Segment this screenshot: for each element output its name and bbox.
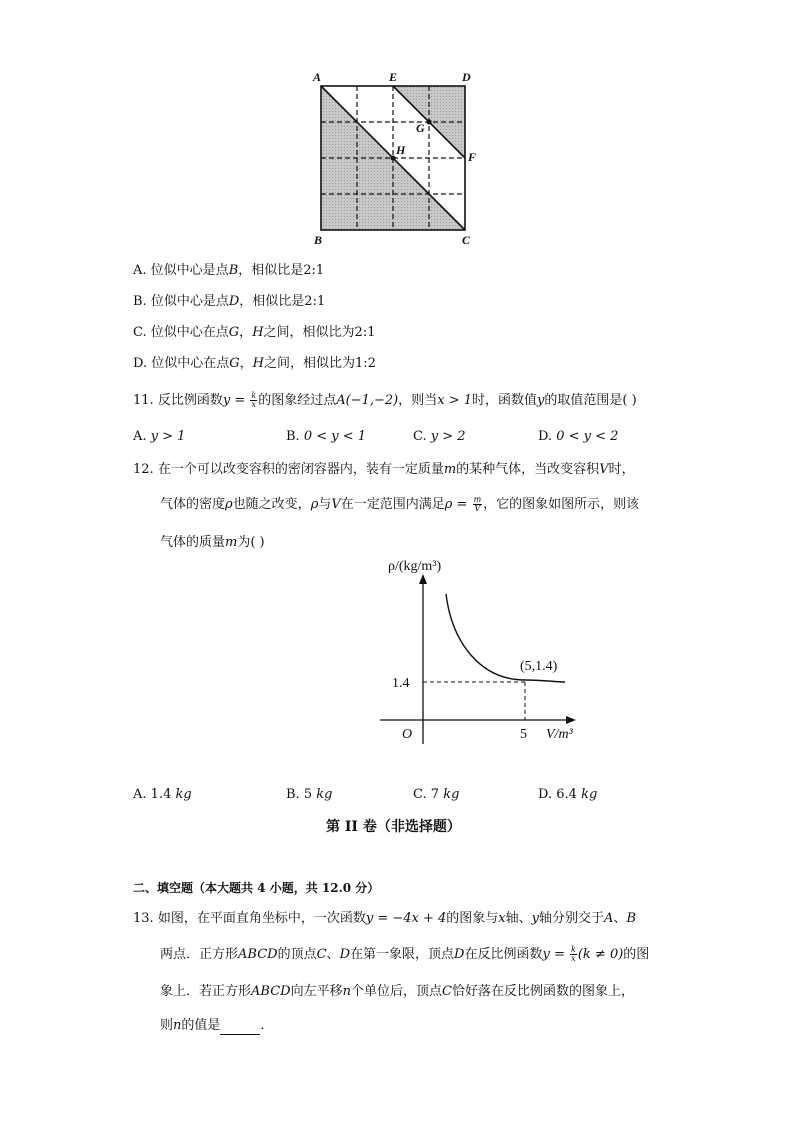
label-e: E xyxy=(389,70,398,84)
point-label: (5,1.4) xyxy=(520,659,558,674)
q13-line-1: 13. 如图，在平面直角坐标中，一次函数y = −4x + 4的图象与x轴、y轴分别交于A、B xyxy=(133,911,636,926)
figure-grid-square xyxy=(305,66,485,251)
q12-line-3: 气体的质量m为( ) xyxy=(160,535,265,550)
label-g: G xyxy=(416,121,425,135)
q13-line-3: 象上．若正方形ABCD向左平移n个单位后，顶点C恰好落在反比例函数的图象上， xyxy=(160,984,634,999)
origin-label: O xyxy=(402,727,413,742)
q11-option-d[interactable]: D. 0 < y < 2 xyxy=(538,429,619,444)
q12-option-a[interactable]: A. 1.4 kg xyxy=(133,787,192,802)
q10-option-b[interactable]: B. 位似中心是点D，相似比是2:1 xyxy=(133,294,326,309)
label-f: F xyxy=(468,150,477,164)
q11-option-a[interactable]: A. y > 1 xyxy=(133,429,186,444)
q11-option-c[interactable]: C. y > 2 xyxy=(413,429,466,444)
x-tick-5: 5 xyxy=(520,727,527,742)
label-c: C xyxy=(462,233,471,247)
q12-line-2: 气体的密度ρ也随之改变，ρ与V在一定范围内满足ρ = $\frac{m}{V}$ ，它的图象如图所示，则该 xyxy=(160,495,640,513)
y-tick-1-4: 1.4 xyxy=(392,676,410,691)
q13-line-2: 两点．正方形ABCD的顶点C、D在第一象限，顶点D在反比例函数y = $\frac{k}{x}$ (k ≠ 0)的图 xyxy=(160,945,650,963)
label-b: B xyxy=(314,233,323,247)
answer-blank[interactable] xyxy=(220,1022,260,1035)
point-g xyxy=(427,120,432,125)
x-axis-label: V/m³ xyxy=(546,727,573,742)
label-a: A xyxy=(313,70,322,84)
label-h: H xyxy=(396,143,406,157)
label-d: D xyxy=(462,70,471,84)
q10-option-a[interactable]: A. 位似中心是点B，相似比是2:1 xyxy=(133,263,325,278)
section-title: 第 II 卷（非选择题） xyxy=(326,819,461,835)
q12-option-b[interactable]: B. 5 kg xyxy=(286,787,333,802)
q12-option-c[interactable]: C. 7 kg xyxy=(413,787,460,802)
y-axis-arrow xyxy=(419,574,427,584)
x-axis-arrow xyxy=(566,716,576,724)
q12-option-d[interactable]: D. 6.4 kg xyxy=(538,787,598,802)
graph-y-label: ρ/(kg/m³) xyxy=(388,559,442,574)
q11-option-b[interactable]: B. 0 < y < 1 xyxy=(286,429,367,444)
q13-line-4: 则n的值是 ． xyxy=(160,1018,274,1033)
q11-stem: 11. 反比例函数y = $\frac{k}{x}$ 的图象经过点A(−1,−2)，则当x > 1时，函数值y的取值范围是( ) xyxy=(133,391,637,409)
q10-option-d[interactable]: D. 位似中心在点G，H之间，相似比为1:2 xyxy=(133,356,376,371)
density-volume-graph xyxy=(360,552,590,750)
part2-title: 二、填空题（本大题共 4 小题，共 12.0 分） xyxy=(133,881,380,895)
q10-option-c[interactable]: C. 位似中心在点G，H之间，相似比为2:1 xyxy=(133,325,376,340)
point-h xyxy=(391,156,396,161)
q12-line-1: 12. 在一个可以改变容积的密闭容器内，装有一定质量m的某种气体，当改变容积V时， xyxy=(133,462,635,477)
